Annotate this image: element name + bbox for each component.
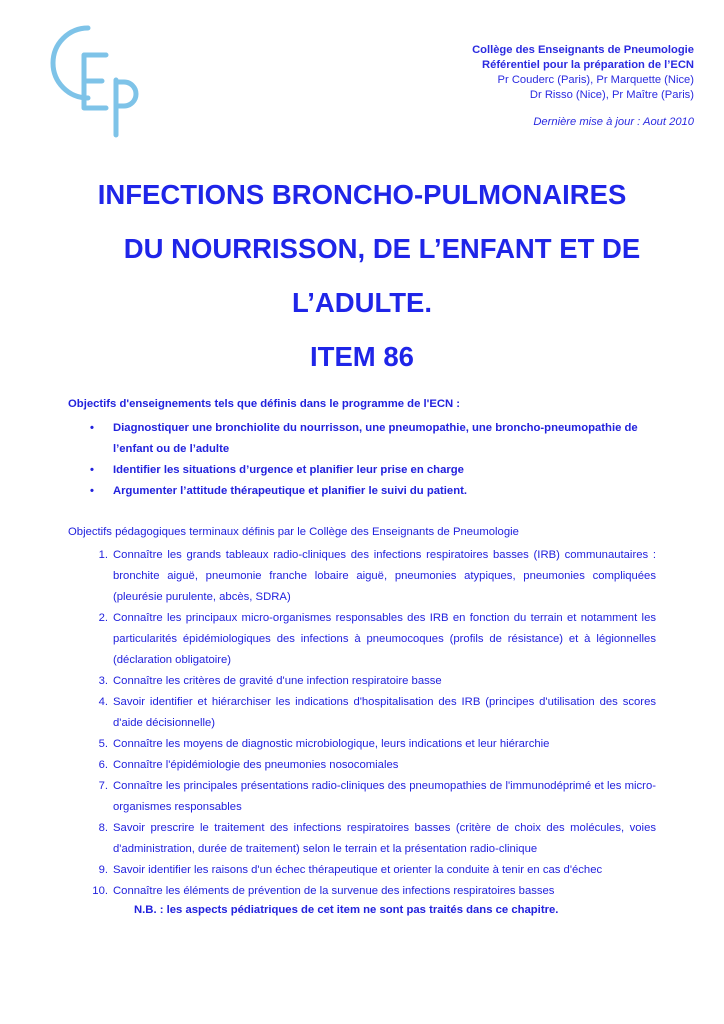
list-item: 8. Savoir prescrire le traitement des infections respiratoires basses (critère de choix des molécules, voies d'administration, durée de traitement) selon le terrain et la présentation radio-clinique	[98, 822, 656, 855]
bullet-icon: •	[90, 485, 94, 497]
list-item: • Argumenter l’attitude thérapeutique et planifier le suivi du patient.	[68, 481, 658, 502]
cep-logo	[40, 20, 150, 140]
list-item: 6. Connaître l'épidémiologie des pneumonies nosocomiales	[98, 759, 399, 771]
list-item: 9. Savoir identifier les raisons d'un échec thérapeutique et orienter la conduite à tenir en cas d'échec	[98, 864, 603, 876]
document-header	[274, 43, 694, 130]
header-authors-1: Pr Couderc (Paris), Pr Marquette (Nice)	[497, 74, 694, 86]
objectives-heading: Objectifs d'enseignements tels que définis dans le programme de l'ECN :	[68, 398, 461, 410]
list-item: • Diagnostiquer une bronchiolite du nourrisson, une pneumopathie, une broncho-pneumopathie de l’enfant ou de l’adulte	[68, 418, 658, 460]
bullet-icon: •	[90, 422, 94, 434]
list-item: 7. Connaître les principales présentations radio-cliniques des pneumopathies de l'immunodéprimé et les micro-organismes responsables	[98, 780, 656, 813]
list-item: • Identifier les situations d’urgence et planifier leur prise en charge	[68, 460, 658, 481]
document-title	[40, 168, 684, 384]
header-referentiel: Référentiel pour la préparation de l’ECN	[482, 59, 694, 71]
title-line-4: ITEM 86	[310, 341, 414, 372]
pedagogic-heading: Objectifs pédagogiques terminaux définis par le Collège des Enseignants de Pneumologie	[68, 526, 519, 538]
list-item: 10. Connaître les éléments de prévention de la survenue des infections respiratoires basses	[92, 885, 555, 897]
objectives-list	[68, 418, 658, 502]
list-item: 4. Savoir identifier et hiérarchiser les indications d'hospitalisation des IRB (principes d'utilisation des scores d'aide décisionnelle)	[98, 696, 656, 729]
list-item: 2. Connaître les principaux micro-organismes responsables des IRB en fonction du terrain et notamment les particularités épidémiologiques des infections à pneumocoques (profils de résistance) et à légionnelles (déclaration obligatoire)	[98, 612, 656, 666]
list-item: 1. Connaître les grands tableaux radio-cliniques des infections respiratoires basses (IRB) communautaires : bronchite aiguë, pneumonie franche lobaire aiguë, pneumonies atypiques, pneumonies compliquées (pleurésie purulente, abcès, SDRA)	[98, 549, 656, 603]
list-item: 5. Connaître les moyens de diagnostic microbiologique, leurs indications et leur hiérarchie	[98, 738, 550, 750]
list-item: 3. Connaître les critères de gravité d'une infection respiratoire basse	[98, 675, 442, 687]
header-authors-2: Dr Risso (Nice), Pr Maître (Paris)	[529, 89, 694, 101]
title-line-3: L’ADULTE.	[291, 287, 433, 318]
title-line-2: DU NOURRISSON, DE L’ENFANT ET DE	[123, 233, 641, 264]
title-line-1: INFECTIONS BRONCHO-PULMONAIRES	[97, 179, 627, 210]
header-college: Collège des Enseignants de Pneumologie	[472, 44, 694, 56]
pediatric-note: N.B. : les aspects pédiatriques de cet item ne sont pas traités dans ce chapitre.	[134, 904, 559, 916]
bullet-icon: •	[90, 464, 94, 476]
header-updated: Dernière mise à jour : Aout 2010	[533, 116, 694, 128]
pedagogic-list	[68, 545, 656, 902]
